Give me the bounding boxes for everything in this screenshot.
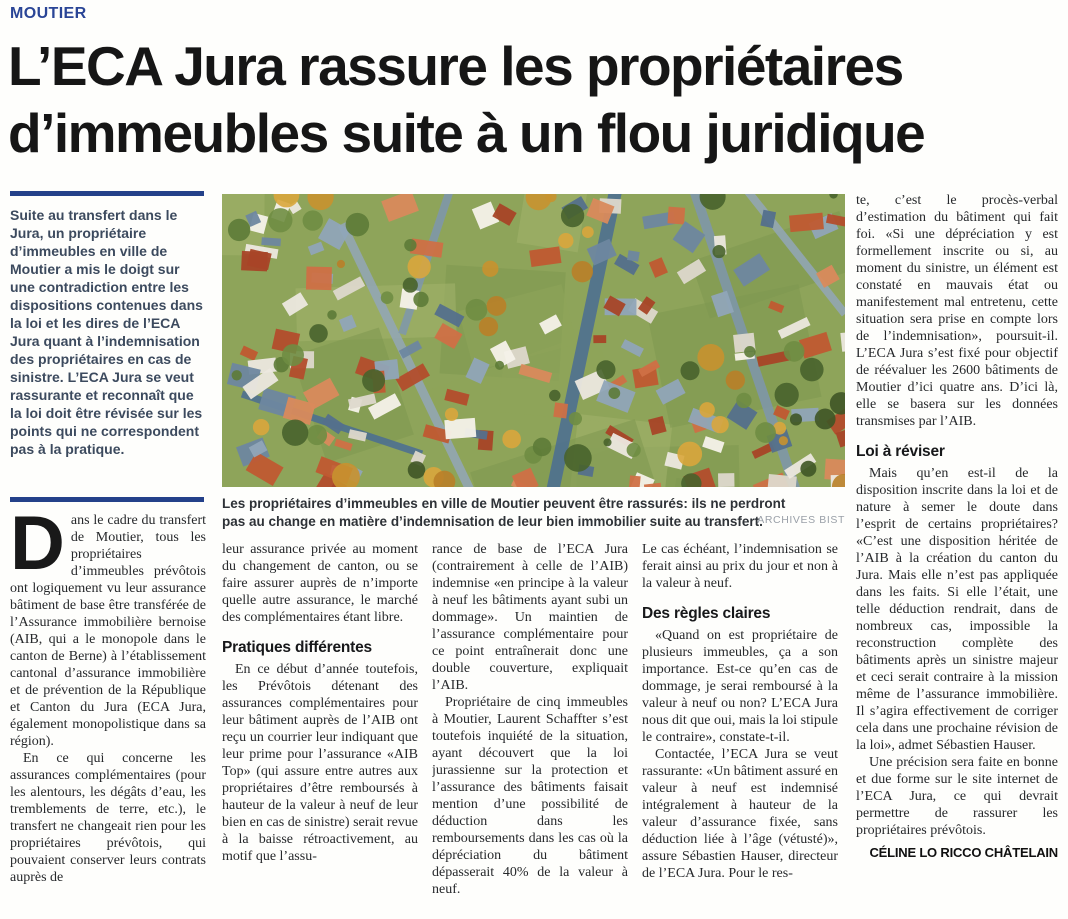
body-column-1 <box>10 512 206 919</box>
subhead-loi-a-reviser: Loi à réviser <box>856 443 945 460</box>
aerial-town-illustration <box>222 194 845 487</box>
paragraph: Une précision sera faite en bonne et due forme sur le site internet de l’ECA Jura, ce qui devrait permettre de rassurer les propriétaires prévôtois. <box>856 755 1058 838</box>
photo-caption <box>222 495 845 530</box>
paragraph: En ce qui concerne les assurances complémentaires (pour les alentours, les dégâts d’eau, les tremblements de terre, etc.), le transfert ne changeait rien pour les propriétaires prévôtois, qui pouvaient conserver leurs contrats auprès de <box>10 751 206 885</box>
paragraph: Propriétaire de cinq immeubles à Moutier, Laurent Schaffter s’est toutefois inquiété de la situation, ayant découvert que la loi jurassienne sur la protection et l’assurance des bâtiments faisait mention d’une possibilité de déduction dans les remboursements dans les cas où la dépréciation du bâtiment dépasserait 40% de la valeur à neuf. <box>432 695 628 897</box>
subhead-des-regles-claires: Des règles claires <box>642 605 771 622</box>
headline-line-1: L’ECA Jura rassure les propriétaires <box>8 35 903 97</box>
caption-text: Les propriétaires d’immeubles en ville de Moutier peuvent être rassurés: ils ne perdront pas au change en matière d’indemnisation de leur bien immobilier suite au transfert. <box>222 496 786 529</box>
drop-cap: D <box>10 512 65 586</box>
headline-line-2: d’immeubles suite à un flou juridique <box>8 102 925 164</box>
paragraph: Le cas échéant, l’indemnisation se ferait ainsi au prix du jour et non à la valeur à neuf. <box>642 542 838 591</box>
article-headline <box>8 33 1064 167</box>
paragraph: «Quand on est propriétaire de plusieurs immeubles, ça a son importance. Est-ce qu’en cas de dommage, je serai remboursé à la valeur à neuf ou non? L’ECA Jura nous dit que oui, mais la loi stipule le contraire», constate-t-il. <box>642 628 838 745</box>
paragraph <box>10 512 206 750</box>
paragraph: te, c’est le procès-verbal d’estimation du bâtiment qui fait foi. «Si une dépréciation y est formellement inscrite ou si, au moment du sinistre, un élément est constaté en mauvais état ou manifestement mal entretenu, cette situation sera prise en compte lors de l’indemnisation», poursuit-il. L’ECA Jura s’est fixé pour objectif de réévaluer les 2600 bâtiments de Moutier d’ici quatre ans. D’ici là, elle se basera sur les données transmises par l’AIB. <box>856 193 1058 429</box>
photo-credit: ARCHIVES BIST <box>757 513 845 526</box>
paragraph: rance de base de l’ECA Jura (contrairement à celle de l’AIB) indemnise «en principe à la valeur à neuf les bâtiments ayant subi un dommage». Un maintien de l’assurance complémentaire pour ce point entraînerait donc une double couverture, expliquait l’AIB. <box>432 542 628 693</box>
body-column-5 <box>856 192 1058 919</box>
section-kicker: MOUTIER <box>10 5 87 22</box>
lead-paragraph: Suite au transfert dans le Jura, un propriétaire d’immeubles en ville de Moutier a mis le doigt sur une contradiction entre les dispositions contenues dans la loi et les dires de l’ECA Jura quant à l’indemnisation des propriétaires en cas de sinistre. L’ECA Jura se veut rassurante et reconnaît que la loi doit être révisée sur les points qui ne correspondent pas à la pratique. <box>10 207 203 457</box>
author-byline: CÉLINE LO RICCO CHÂTELAIN <box>869 845 1058 860</box>
lead-rule-bottom <box>10 497 204 502</box>
paragraph: leur assurance privée au moment du changement de canton, ou se faire assurer auprès de n’importe quelle autre assurance, le marché des complémentaires étant libre. <box>222 542 418 625</box>
body-column-4 <box>642 541 838 919</box>
body-column-3 <box>432 541 628 919</box>
paragraph-text: ans le cadre du transfert de Moutier, tous les propriétaires d’immeubles prévôtois ont logiquement vu leur assurance bâtiment de base être transférée de l’Assurance immobilière bernoise (AIB, qui a le monopole dans le canton de Berne) à l’établissement cantonal d’assurance immobilière et de prévention de la République et Canton du Jura (ECA Jura, également monopolistique dans sa région). <box>10 513 206 749</box>
paragraph: Mais qu’en est-il de la disposition inscrite dans la loi et de nature à semer le doute dans l’esprit de certains propriétaires? «C’est une disposition héritée de l’AIB à la création du canton du Jura. Mais elle n’est pas appliquée dans les faits. Si elle l’était, une telle déduction rendrait, dans de nombreux cas, impossible la reconstruction complète des bâtiments après un sinistre majeur et ceci serait contraire à la mission même de l’assurance immobilière. Il s’agira effectivement de corriger cela dans une prochaine révision de la loi», admet Sébastien Hauser. <box>856 466 1058 753</box>
paragraph: Contactée, l’ECA Jura se veut rassurante: «Un bâtiment assuré en valeur à neuf est indemnisé intégralement à hauteur de la valeur d’assurance fixée, sans déduction liée à l’âge (vétusté)», assure Sébastien Hauser, directeur de l’ECA Jura. Pour le res- <box>642 747 838 881</box>
body-column-2 <box>222 541 418 919</box>
lead-rule-top <box>10 191 204 196</box>
paragraph: En ce début d’année toutefois, les Prévôtois détenant des assurances complémentaires pour leur bâtiment auprès de l’AIB ont reçu un courrier leur indiquant que leur prime pour l’assurance «AIB Top» (qui assure entre autres aux propriétaires d’être remboursés à hauteur de la valeur à neuf de leur bien en cas de sinistre) serait revue à la baisse rétroactivement, au motif que l’assu- <box>222 662 418 864</box>
article-photo <box>222 194 845 487</box>
subhead-pratiques-differentes: Pratiques différentes <box>222 639 372 656</box>
